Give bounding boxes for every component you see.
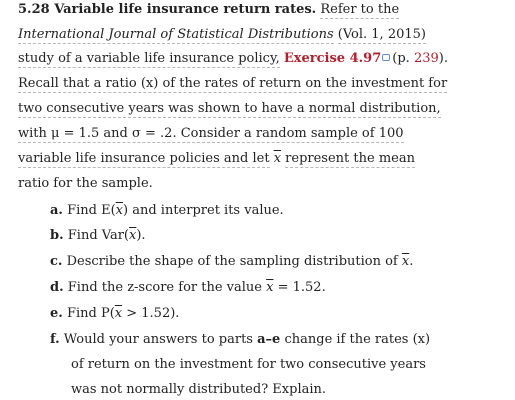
- problem-text: study of a variable life insurance policy,: [18, 51, 280, 66]
- part-text: of return on the investment for two consecutive years: [71, 357, 426, 372]
- part-f: [50, 332, 430, 348]
- part-text: = 1.52.: [277, 280, 326, 295]
- journal-title: International Journal of Statistical Distributions: [18, 27, 334, 42]
- part-b: [50, 228, 146, 244]
- part-d: [50, 280, 326, 296]
- problem-text: represent the mean: [285, 151, 415, 166]
- problem-line-3: [18, 51, 448, 67]
- problem-text: Refer to the: [320, 2, 400, 17]
- problem-text: two consecutive years was shown to have a normal distribution,: [18, 101, 441, 116]
- part-text: ) and interpret its value.: [123, 203, 284, 218]
- problem-text: Recall that a ratio (x) of the rates of return on the investment for: [18, 76, 448, 91]
- problem-line-4: [18, 76, 447, 92]
- problem-line-6: [18, 126, 404, 142]
- part-f-continued-2: [71, 382, 326, 398]
- problem-line-7: [18, 151, 415, 167]
- problem-text: ratio for the sample.: [18, 176, 153, 191]
- part-c: [50, 254, 413, 270]
- part-text: change if the rates (x): [284, 332, 431, 347]
- part-a: [50, 203, 284, 219]
- x-bar-symbol: $\overline{x}$: [114, 306, 123, 321]
- part-text: .: [409, 254, 414, 269]
- part-label: d.: [50, 280, 64, 295]
- page-ref-open: (p.: [392, 51, 410, 66]
- problem-text: with μ = 1.5 and σ = .2. Consider a random sample of 100: [18, 126, 404, 141]
- x-bar-symbol: $\overline{x}$: [129, 228, 137, 243]
- part-text: Find E(: [67, 203, 116, 218]
- journal-volume: (Vol. 1, 2015): [337, 27, 426, 42]
- part-f-continued-1: [71, 357, 426, 373]
- part-label: c.: [50, 254, 63, 269]
- exercise-reference-link[interactable]: Exercise 4.97: [283, 51, 382, 66]
- part-text: was not normally distributed? Explain.: [71, 382, 327, 397]
- x-bar-symbol: $\overline{x}$: [115, 203, 124, 218]
- problem-line-1: [18, 2, 399, 18]
- part-text: Find P(: [66, 306, 115, 321]
- page-ref-close: ).: [438, 51, 448, 66]
- part-text: Would your answers to parts: [63, 332, 253, 347]
- problem-line-8: [18, 176, 153, 192]
- part-label: b.: [50, 228, 64, 243]
- x-bar-symbol: $\overline{x}$: [273, 151, 282, 166]
- part-text: Find Var(: [67, 228, 130, 243]
- part-text: Describe the shape of the sampling distribution of: [66, 254, 398, 269]
- problem-title: 5.28 Variable life insurance return rates.: [18, 2, 317, 17]
- problem-line-2: [18, 27, 426, 43]
- part-text: ).: [136, 228, 146, 243]
- part-label: a.: [50, 203, 63, 218]
- x-bar-symbol: $\overline{x}$: [401, 254, 410, 269]
- note-icon[interactable]: [382, 54, 390, 61]
- part-e: [50, 306, 179, 322]
- x-bar-symbol: $\overline{x}$: [266, 280, 274, 295]
- problem-text: variable life insurance policies and let: [18, 151, 270, 166]
- page-reference-link[interactable]: 239: [413, 51, 439, 66]
- part-text: Find the z-score for the value: [67, 280, 262, 295]
- part-label: e.: [50, 306, 63, 321]
- part-range: a–e: [257, 332, 281, 347]
- part-text: > 1.52).: [126, 306, 180, 321]
- problem-line-5: [18, 101, 441, 117]
- part-label: f.: [50, 332, 60, 347]
